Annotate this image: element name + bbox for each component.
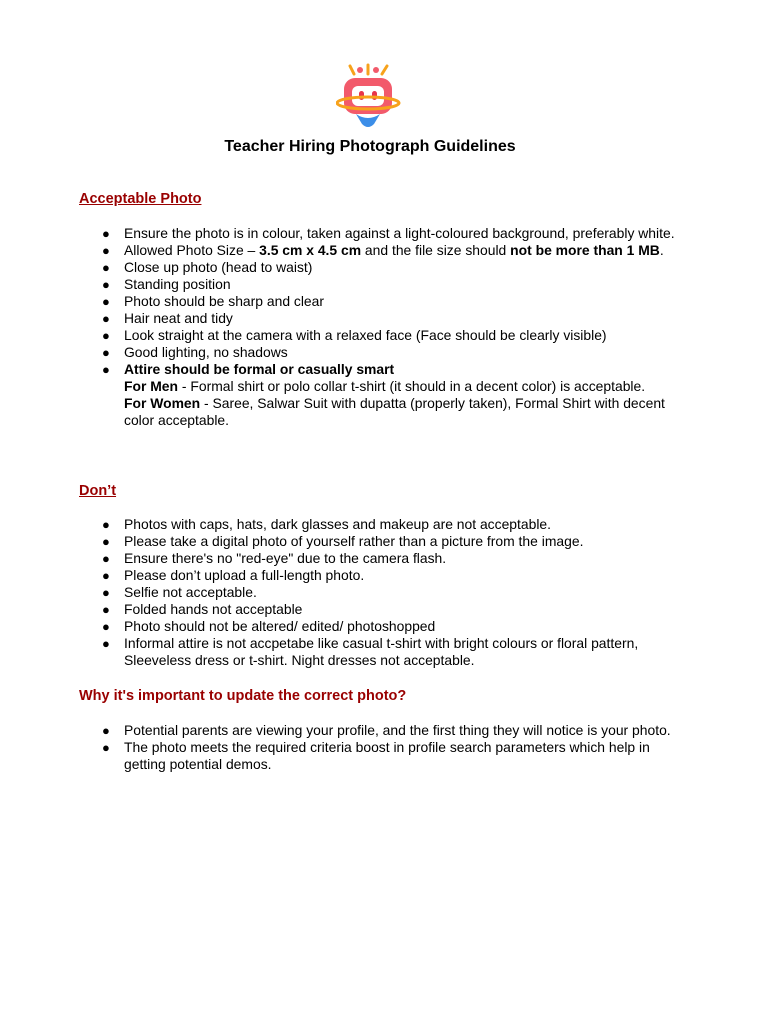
- list-item-text: Informal attire is not accpetabe like casual t-shirt with bright colours or floral pattern, Sleeveless dress or t-shirt. Night dresses not acceptable.: [124, 635, 639, 668]
- list-item-text: Look straight at the camera with a relaxed face (Face should be clearly visible): [124, 327, 607, 343]
- list-item: [79, 550, 679, 567]
- file-size-limit: not be more than 1 MB: [510, 242, 660, 258]
- list-item-text: and the file size should: [361, 242, 511, 258]
- bullet-icon: ●: [102, 534, 110, 549]
- list-item-text: Selfie not acceptable.: [124, 584, 257, 600]
- photo-size-value: 3.5 cm x 4.5 cm: [259, 242, 362, 258]
- men-label: For Men: [124, 378, 179, 394]
- list-item-text: Ensure there's no "red-eye" due to the camera flash.: [124, 550, 447, 566]
- bullet-icon: ●: [102, 740, 110, 755]
- list-item: [79, 722, 679, 739]
- bullet-icon: ●: [102, 551, 110, 566]
- acceptable-photo-heading: Acceptable Photo: [79, 191, 202, 207]
- why-heading: Why it's important to update the correct photo?: [79, 688, 407, 704]
- list-item-text: Please take a digital photo of yourself rather than a picture from the image.: [124, 533, 584, 549]
- list-item: [79, 618, 679, 635]
- list-item-text: Folded hands not acceptable: [124, 601, 303, 617]
- dont-heading: Don’t: [79, 483, 117, 499]
- bullet-icon: ●: [102, 602, 110, 617]
- list-item: [79, 567, 679, 584]
- list-item-text: Please don’t upload a full-length photo.: [124, 567, 365, 583]
- bullet-icon: ●: [102, 328, 110, 343]
- bullet-icon: ●: [102, 585, 110, 600]
- robot-mascot-icon: [336, 62, 402, 132]
- bullet-icon: ●: [102, 260, 110, 275]
- list-item: [79, 242, 679, 259]
- attire-title: Attire should be formal or casually smart: [124, 361, 395, 377]
- dont-list: [79, 516, 679, 669]
- list-item-text: Allowed Photo Size –: [124, 242, 260, 258]
- list-item: [79, 361, 679, 429]
- bullet-icon: ●: [102, 294, 110, 309]
- bullet-icon: ●: [102, 243, 110, 258]
- acceptable-photo-list: [79, 225, 679, 429]
- list-item: [79, 259, 679, 276]
- bullet-icon: ●: [102, 311, 110, 326]
- bullet-icon: ●: [102, 636, 110, 651]
- list-item: [79, 225, 679, 242]
- list-item: [79, 276, 679, 293]
- list-item-text: Standing position: [124, 276, 231, 292]
- list-item: [79, 516, 679, 533]
- list-item: [79, 601, 679, 618]
- list-item-text: Potential parents are viewing your profile, and the first thing they will notice is your photo.: [124, 722, 671, 738]
- list-item: [79, 739, 679, 773]
- bullet-icon: ●: [102, 723, 110, 738]
- list-item-text: Good lighting, no shadows: [124, 344, 288, 360]
- men-attire-text: - Formal shirt or polo collar t-shirt (it should in a decent color) is acceptable.: [178, 378, 646, 394]
- list-item: [79, 584, 679, 601]
- bullet-icon: ●: [102, 226, 110, 241]
- list-item-text: Ensure the photo is in colour, taken against a light-coloured background, preferably white.: [124, 225, 675, 241]
- bullet-icon: ●: [102, 345, 110, 360]
- why-list: [79, 722, 679, 773]
- list-item: [79, 293, 679, 310]
- bullet-icon: ●: [102, 619, 110, 634]
- bullet-icon: ●: [102, 568, 110, 583]
- list-item: [79, 344, 679, 361]
- list-item-text: Photo should be sharp and clear: [124, 293, 325, 309]
- list-item-text: The photo meets the required criteria boost in profile search parameters which help in getting potential demos.: [124, 739, 650, 772]
- list-item-text: Photo should not be altered/ edited/ photoshopped: [124, 618, 436, 634]
- list-item-text: Hair neat and tidy: [124, 310, 233, 326]
- list-item-text: Photos with caps, hats, dark glasses and makeup are not acceptable.: [124, 516, 552, 532]
- women-label: For Women: [124, 395, 201, 411]
- bullet-icon: ●: [102, 517, 110, 532]
- list-item: [79, 635, 679, 669]
- women-attire-text: - Saree, Salwar Suit with dupatta (properly taken), Formal Shirt with decent color acceptable.: [124, 395, 665, 428]
- bullet-icon: ●: [102, 362, 110, 377]
- list-item: [79, 327, 679, 344]
- list-item: [79, 310, 679, 327]
- document-title: Teacher Hiring Photograph Guidelines: [224, 138, 516, 155]
- bullet-icon: ●: [102, 277, 110, 292]
- list-item-text: Close up photo (head to waist): [124, 259, 313, 275]
- list-item-text: .: [659, 242, 664, 258]
- list-item: [79, 533, 679, 550]
